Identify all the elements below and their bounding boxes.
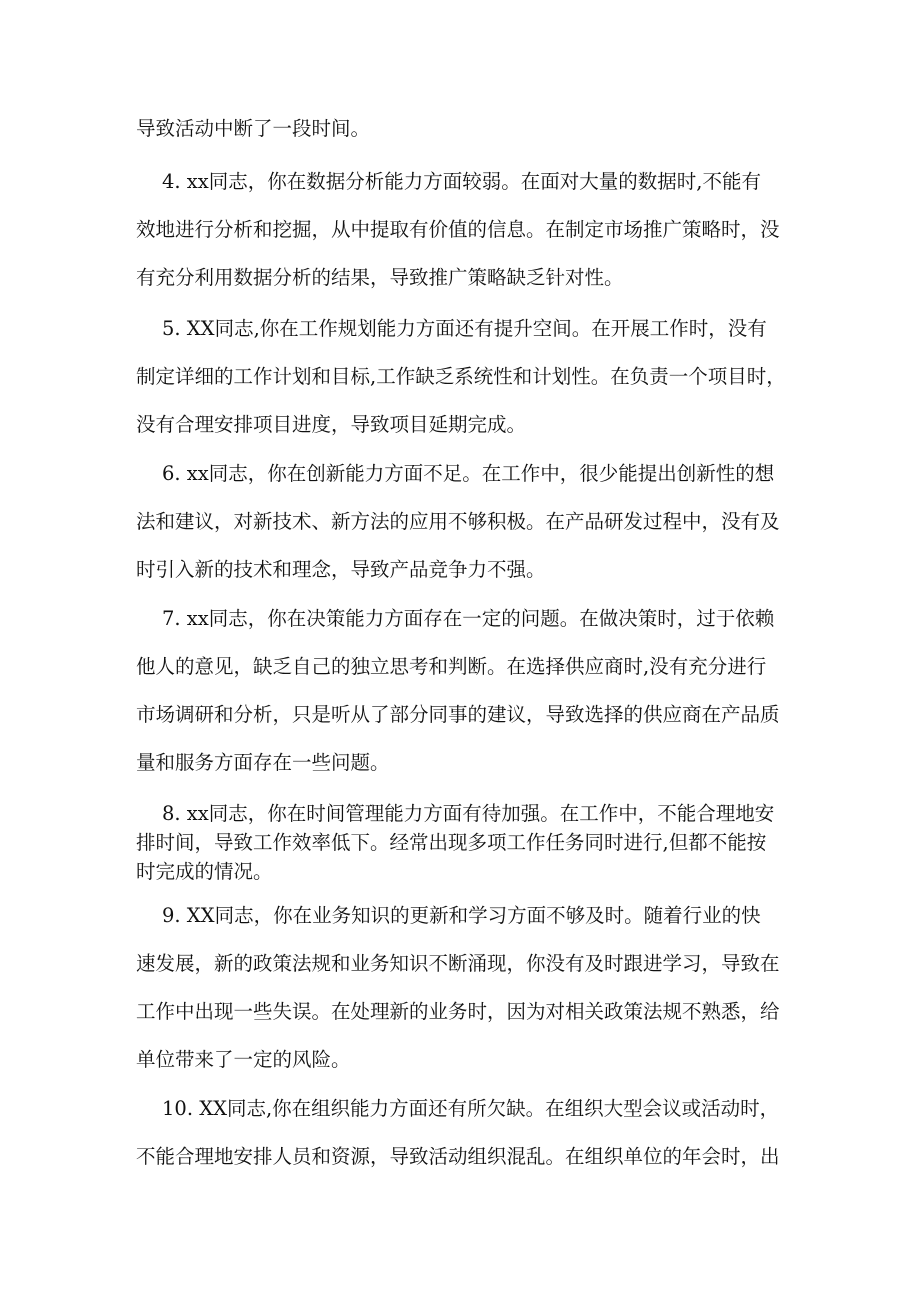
- text-line: 制定详细的工作计划和目标,工作缺乏系统性和计划性。在负责一个项目时，: [136, 365, 786, 388]
- text-line: 5. XX同志,你在工作规划能力方面还有提升空间。在开展工作时，没有: [162, 317, 767, 340]
- text-line: 6. xx同志，你在创新能力方面不足。在工作中，很少能提出创新性的想: [162, 462, 775, 485]
- text-line: 工作中出现一些失误。在处理新的业务时，因为对相关政策法规不熟悉，给: [136, 1000, 780, 1023]
- text-line: 量和服务方面存在一些问题。: [136, 751, 390, 774]
- text-line: 法和建议，对新技术、新方法的应用不够积极。在产品研发过程中，没有及: [136, 510, 780, 533]
- text-line: 9. XX同志，你在业务知识的更新和学习方面不够及时。随着行业的快: [162, 904, 761, 927]
- text-line: 4. xx同志，你在数据分析能力方面较弱。在面对大量的数据时,不能有: [162, 170, 761, 193]
- text-line: 效地进行分析和挖掘，从中提取有价值的信息。在制定市场推广策略时，没: [136, 218, 780, 241]
- text-line: 速发展，新的政策法规和业务知识不断涌现，你没有及时跟进学习，导致在: [136, 952, 780, 975]
- text-line: 他人的意见，缺乏自己的独立思考和判断。在选择供应商时,没有充分进行: [136, 655, 767, 678]
- text-line: 导致活动中断了一段时间。: [136, 117, 371, 140]
- text-line: 7. xx同志，你在决策能力方面存在一定的问题。在做决策时，过于依赖: [162, 607, 775, 630]
- text-line: 不能合理地安排人员和资源，导致活动组织混乱。在组织单位的年会时，出: [136, 1145, 780, 1168]
- text-line: 10. XX同志,你在组织能力方面还有所欠缺。在组织大型会议或活动时，: [162, 1097, 780, 1120]
- text-line: 有充分利用数据分析的结果，导致推广策略缺乏针对性。: [136, 266, 624, 289]
- text-line: 时完成的情况。: [136, 860, 273, 883]
- text-line: 排时间，导致工作效率低下。经常出现多项工作任务同时进行,但都不能按: [136, 831, 767, 854]
- text-line: 时引入新的技术和理念，导致产品竞争力不强。: [136, 558, 546, 581]
- text-line: 8. xx同志，你在时间管理能力方面有待加强。在工作中，不能合理地安: [162, 802, 775, 825]
- text-line: 没有合理安排项目进度，导致项目延期完成。: [136, 413, 527, 436]
- text-line: 市场调研和分析，只是听从了部分同事的建议，导致选择的供应商在产品质: [136, 703, 780, 726]
- text-line: 单位带来了一定的风险。: [136, 1048, 351, 1071]
